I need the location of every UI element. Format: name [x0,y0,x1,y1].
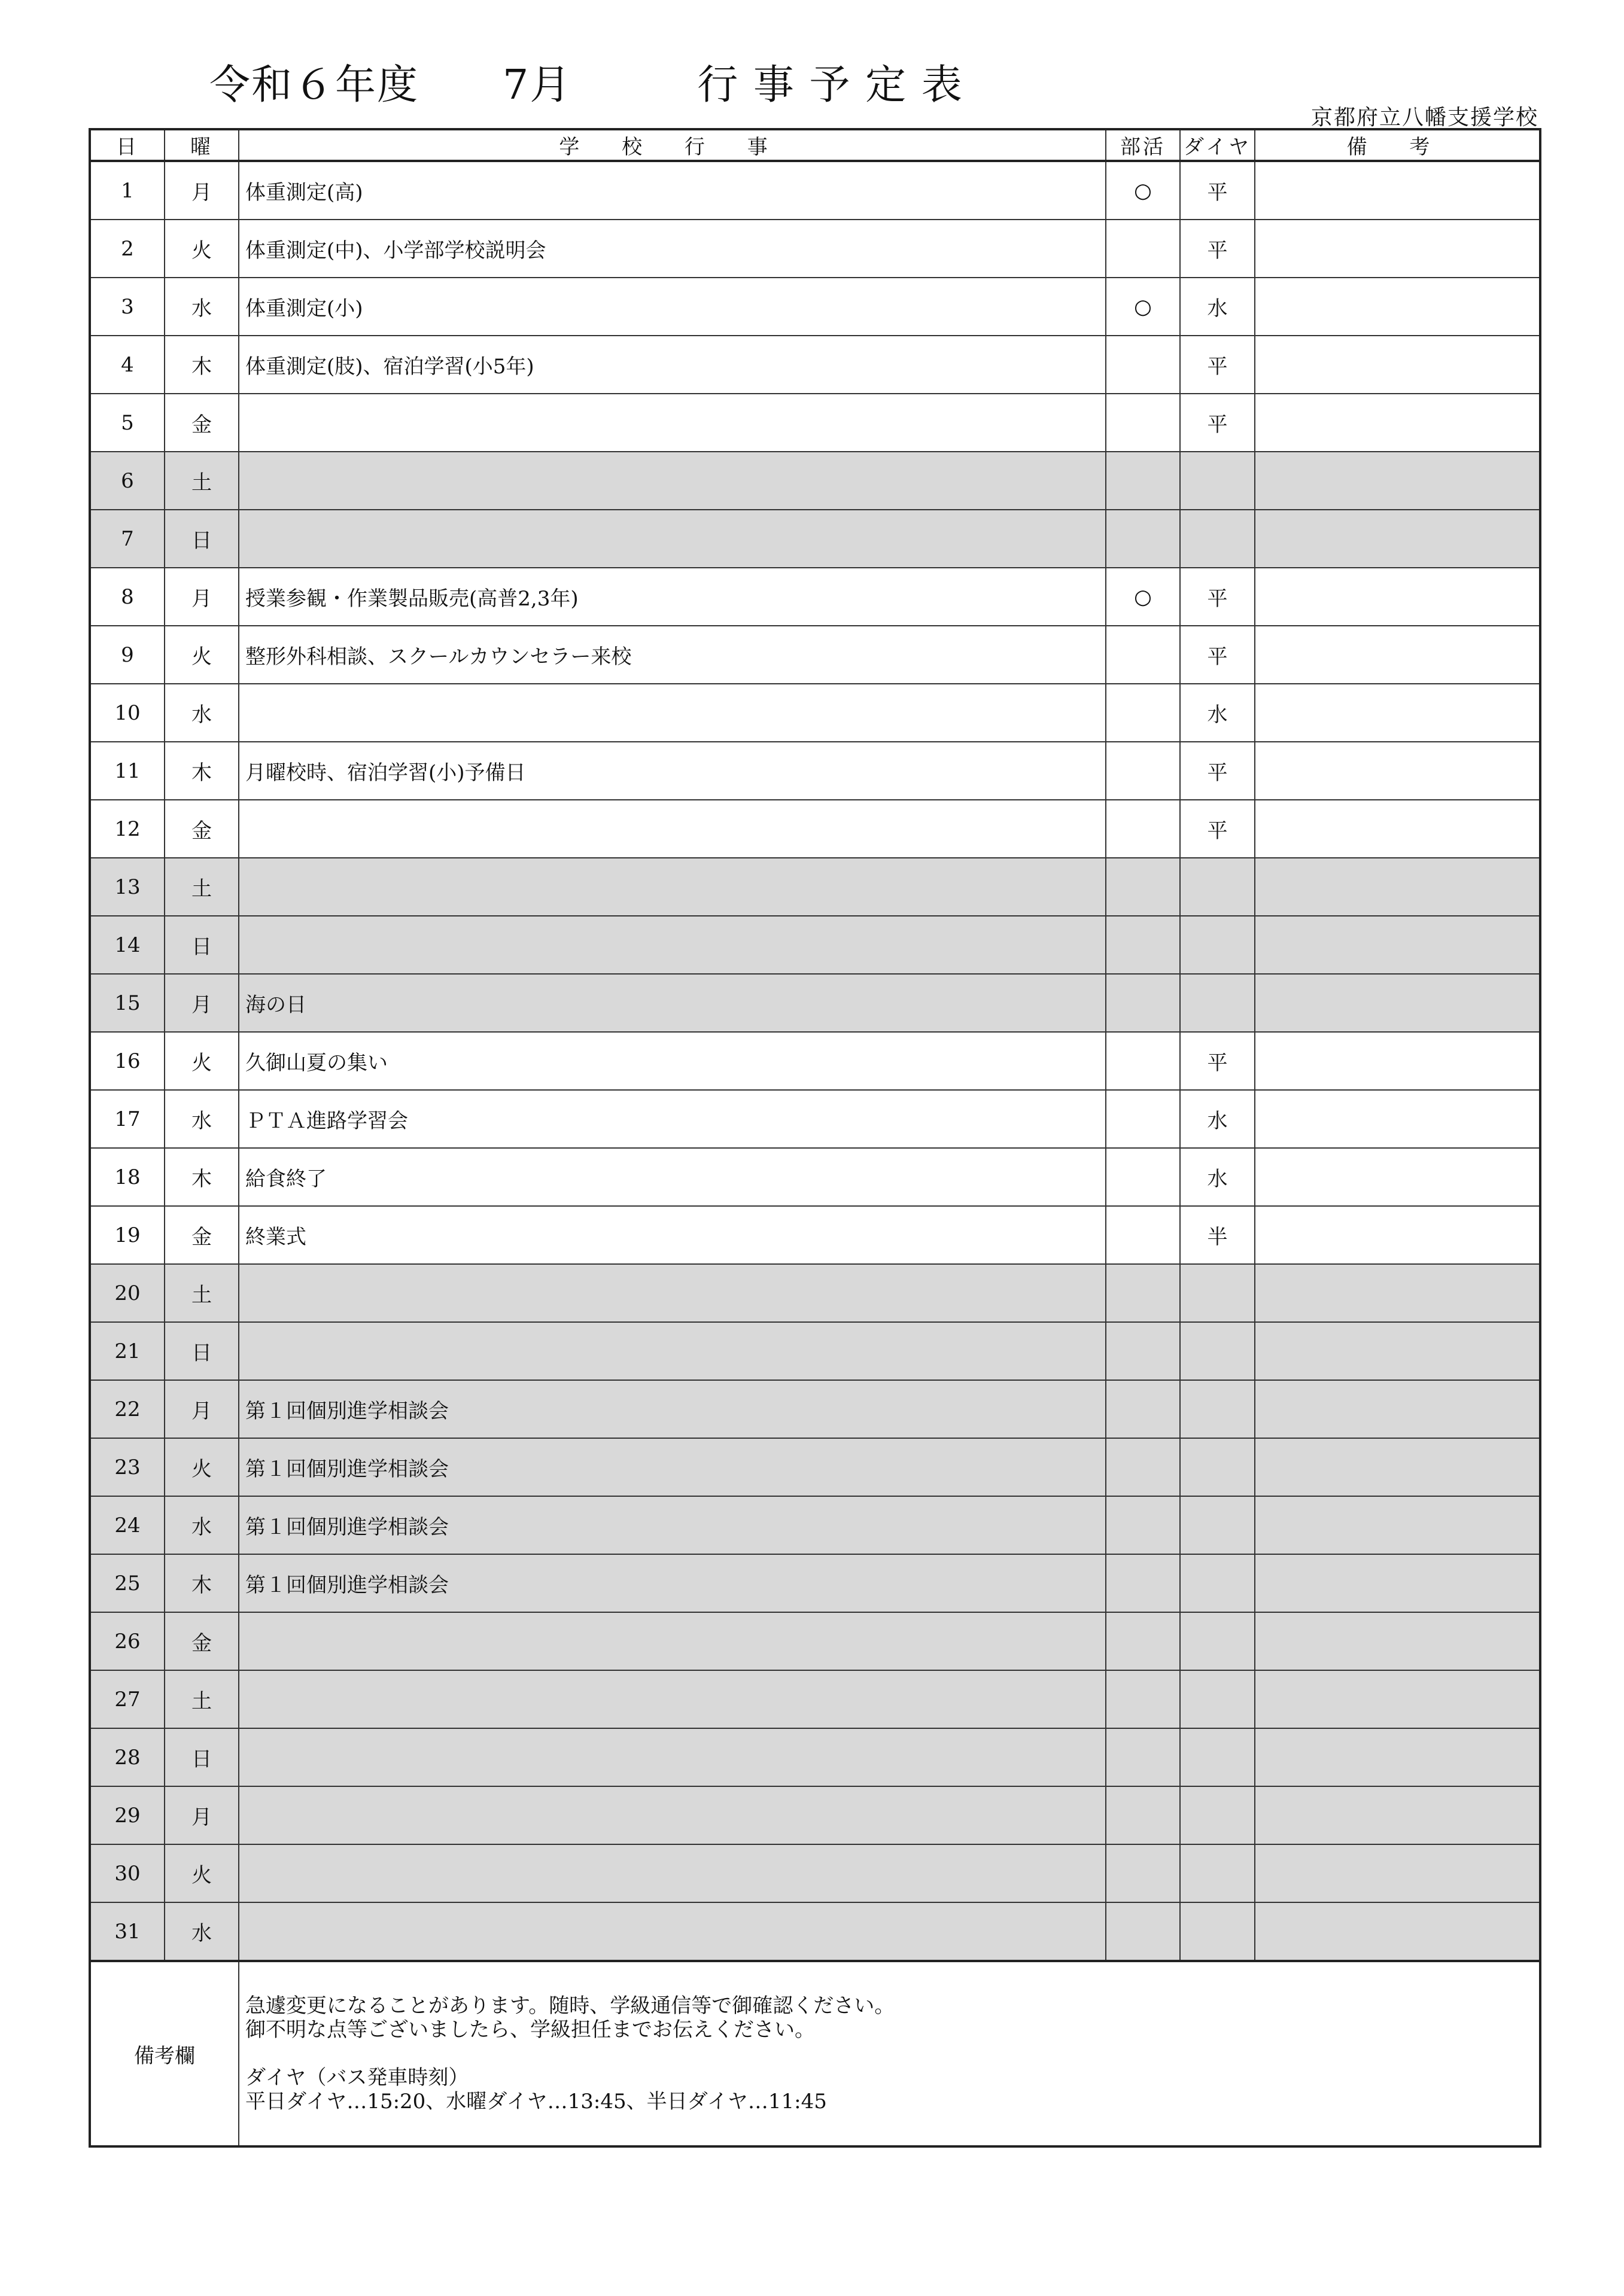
club-cell: ○ [1106,278,1180,336]
header-day: 日 [90,129,165,161]
weekday-cell: 火 [165,626,239,684]
event-cell: 月曜校時、宿泊学習(小)予備日 [239,742,1106,800]
dia-cell [1180,1554,1255,1612]
dia-cell: 平 [1180,220,1255,278]
schedule-table [89,128,1541,2148]
weekday-cell: 土 [165,1264,239,1322]
day-cell: 7 [90,510,165,568]
club-cell: ○ [1106,568,1180,626]
note-cell [1255,974,1540,1032]
footer-note-line: 御不明な点等ございましたら、学級担任までお伝えください。 [245,2018,815,2042]
dia-cell [1180,1728,1255,1786]
dia-cell [1180,1844,1255,1902]
footer-note-line: ダイヤ（バス発車時刻） [245,2066,469,2090]
event-cell [239,452,1106,510]
footer-notes [239,1961,1540,2146]
note-cell [1255,336,1540,394]
table-row [90,1090,1540,1148]
club-cell [1106,1438,1180,1496]
dia-cell: 平 [1180,626,1255,684]
header-dow: 曜 [165,129,239,161]
weekday-cell: 日 [165,1322,239,1380]
day-cell: 27 [90,1670,165,1728]
day-cell: 2 [90,220,165,278]
page-title: 令和６年度 7月 行 事 予 定 表 [209,62,963,109]
note-cell [1255,1032,1540,1090]
event-cell: 体重測定(高) [239,161,1106,220]
event-cell: 終業式 [239,1206,1106,1264]
table-row [90,742,1540,800]
note-cell [1255,626,1540,684]
event-cell [239,1264,1106,1322]
note-cell [1255,1612,1540,1670]
note-cell [1255,1786,1540,1844]
weekday-cell: 水 [165,278,239,336]
club-cell [1106,1670,1180,1728]
club-cell [1106,1612,1180,1670]
weekday-cell: 土 [165,452,239,510]
club-cell [1106,452,1180,510]
weekday-cell: 火 [165,220,239,278]
weekday-cell: 日 [165,916,239,974]
event-cell: 体重測定(中)、小学部学校説明会 [239,220,1106,278]
day-cell: 24 [90,1496,165,1554]
dia-cell [1180,1902,1255,1961]
table-row [90,1032,1540,1090]
table-row [90,1786,1540,1844]
weekday-cell: 月 [165,1786,239,1844]
day-cell: 12 [90,800,165,858]
dia-cell [1180,510,1255,568]
note-cell [1255,684,1540,742]
dia-cell [1180,1670,1255,1728]
table-row [90,1728,1540,1786]
note-cell [1255,220,1540,278]
day-cell: 11 [90,742,165,800]
header-event: 学 校 行 事 [239,129,1106,161]
table-row [90,1844,1540,1902]
club-cell: ○ [1106,161,1180,220]
event-cell [239,1786,1106,1844]
day-cell: 3 [90,278,165,336]
club-cell [1106,1148,1180,1206]
club-cell [1106,800,1180,858]
note-cell [1255,568,1540,626]
weekday-cell: 水 [165,684,239,742]
day-cell: 28 [90,1728,165,1786]
dia-cell [1180,916,1255,974]
dia-cell: 水 [1180,684,1255,742]
weekday-cell: 月 [165,974,239,1032]
note-cell [1255,858,1540,916]
note-cell [1255,1902,1540,1961]
dia-cell [1180,1496,1255,1554]
club-cell [1106,1902,1180,1961]
table-row [90,1264,1540,1322]
footer-note-line [245,2042,1539,2066]
club-cell [1106,742,1180,800]
day-cell: 31 [90,1902,165,1961]
dia-cell: 水 [1180,1148,1255,1206]
weekday-cell: 火 [165,1438,239,1496]
dia-cell: 平 [1180,742,1255,800]
club-cell [1106,684,1180,742]
weekday-cell: 木 [165,1148,239,1206]
note-cell [1255,1438,1540,1496]
club-cell [1106,1844,1180,1902]
day-cell: 8 [90,568,165,626]
table-row [90,1612,1540,1670]
note-cell [1255,510,1540,568]
club-cell [1106,1322,1180,1380]
club-cell [1106,1206,1180,1264]
weekday-cell: 金 [165,1612,239,1670]
table-row [90,974,1540,1032]
header-note: 備 考 [1255,129,1540,161]
dia-cell [1180,974,1255,1032]
event-cell: 第１回個別進学相談会 [239,1380,1106,1438]
event-cell: 第１回個別進学相談会 [239,1438,1106,1496]
club-cell [1106,1496,1180,1554]
dia-cell: 平 [1180,1032,1255,1090]
note-cell [1255,1728,1540,1786]
note-cell [1255,394,1540,452]
table-row [90,1670,1540,1728]
event-cell [239,510,1106,568]
header-row [90,129,1540,161]
note-cell [1255,278,1540,336]
table-row [90,336,1540,394]
note-cell [1255,1496,1540,1554]
weekday-cell: 土 [165,1670,239,1728]
dia-cell [1180,1380,1255,1438]
note-cell [1255,1264,1540,1322]
weekday-cell: 水 [165,1090,239,1148]
event-cell [239,394,1106,452]
weekday-cell: 日 [165,1728,239,1786]
event-cell: 第１回個別進学相談会 [239,1496,1106,1554]
weekday-cell: 水 [165,1496,239,1554]
table-row [90,510,1540,568]
table-row [90,1438,1540,1496]
day-cell: 18 [90,1148,165,1206]
table-row [90,1148,1540,1206]
day-cell: 26 [90,1612,165,1670]
footer-row [90,1961,1540,2146]
weekday-cell: 土 [165,858,239,916]
note-cell [1255,1322,1540,1380]
dia-cell [1180,1438,1255,1496]
event-cell: ＰＴＡ進路学習会 [239,1090,1106,1148]
weekday-cell: 水 [165,1902,239,1961]
dia-cell [1180,858,1255,916]
day-cell: 1 [90,161,165,220]
weekday-cell: 木 [165,1554,239,1612]
table-row [90,1496,1540,1554]
table-row [90,916,1540,974]
table-row [90,1902,1540,1961]
day-cell: 13 [90,858,165,916]
day-cell: 4 [90,336,165,394]
note-cell [1255,916,1540,974]
footer-note-line: 急遽変更になることがあります。随時、学級通信等で御確認ください。 [245,1994,895,2018]
weekday-cell: 火 [165,1032,239,1090]
table-row [90,1322,1540,1380]
header-club: 部活 [1106,129,1180,161]
footer-note-line: 平日ダイヤ…15:20、水曜ダイヤ…13:45、半日ダイヤ…11:45 [245,2090,827,2114]
weekday-cell: 金 [165,394,239,452]
school-name: 京都府立八幡支援学校 [1310,105,1538,130]
weekday-cell: 火 [165,1844,239,1902]
note-cell [1255,161,1540,220]
note-cell [1255,742,1540,800]
weekday-cell: 月 [165,568,239,626]
event-cell: 給食終了 [239,1148,1106,1206]
day-cell: 16 [90,1032,165,1090]
table-row [90,626,1540,684]
dia-cell [1180,1786,1255,1844]
day-cell: 6 [90,452,165,510]
club-cell [1106,1554,1180,1612]
table-row [90,800,1540,858]
day-cell: 21 [90,1322,165,1380]
club-cell [1106,394,1180,452]
note-cell [1255,800,1540,858]
day-cell: 30 [90,1844,165,1902]
dia-cell [1180,1322,1255,1380]
club-cell [1106,1786,1180,1844]
day-cell: 14 [90,916,165,974]
note-cell [1255,1206,1540,1264]
event-cell [239,1670,1106,1728]
dia-cell: 水 [1180,1090,1255,1148]
event-cell [239,1728,1106,1786]
table-row [90,452,1540,510]
club-cell [1106,336,1180,394]
day-cell: 29 [90,1786,165,1844]
club-cell [1106,510,1180,568]
day-cell: 5 [90,394,165,452]
event-cell [239,800,1106,858]
table-row [90,684,1540,742]
weekday-cell: 金 [165,800,239,858]
weekday-cell: 日 [165,510,239,568]
day-cell: 9 [90,626,165,684]
day-cell: 23 [90,1438,165,1496]
day-cell: 10 [90,684,165,742]
day-cell: 15 [90,974,165,1032]
table-row [90,1380,1540,1438]
club-cell [1106,916,1180,974]
dia-cell: 平 [1180,336,1255,394]
event-cell: 授業参観・作業製品販売(高普2,3年) [239,568,1106,626]
event-cell: 第１回個別進学相談会 [239,1554,1106,1612]
dia-cell [1180,452,1255,510]
event-cell: 海の日 [239,974,1106,1032]
event-cell [239,1844,1106,1902]
event-cell [239,1322,1106,1380]
club-cell [1106,858,1180,916]
table-row [90,220,1540,278]
day-cell: 25 [90,1554,165,1612]
club-cell [1106,1032,1180,1090]
event-cell: 体重測定(小) [239,278,1106,336]
table-row [90,1206,1540,1264]
table-row [90,161,1540,220]
weekday-cell: 月 [165,1380,239,1438]
club-cell [1106,1380,1180,1438]
note-cell [1255,1670,1540,1728]
event-cell [239,916,1106,974]
club-cell [1106,974,1180,1032]
club-cell [1106,1090,1180,1148]
note-cell [1255,1090,1540,1148]
day-cell: 17 [90,1090,165,1148]
club-cell [1106,220,1180,278]
event-cell [239,1612,1106,1670]
dia-cell: 水 [1180,278,1255,336]
table-row [90,568,1540,626]
event-cell [239,858,1106,916]
dia-cell: 平 [1180,568,1255,626]
note-cell [1255,1148,1540,1206]
note-cell [1255,1554,1540,1612]
day-cell: 20 [90,1264,165,1322]
dia-cell: 平 [1180,161,1255,220]
note-cell [1255,1380,1540,1438]
dia-cell: 平 [1180,800,1255,858]
dia-cell [1180,1264,1255,1322]
dia-cell [1180,1612,1255,1670]
schedule-body [90,161,1540,1961]
weekday-cell: 木 [165,742,239,800]
dia-cell: 平 [1180,394,1255,452]
day-cell: 22 [90,1380,165,1438]
event-cell: 久御山夏の集い [239,1032,1106,1090]
club-cell [1106,1264,1180,1322]
club-cell [1106,626,1180,684]
note-cell [1255,1844,1540,1902]
table-row [90,858,1540,916]
dia-cell: 半 [1180,1206,1255,1264]
weekday-cell: 金 [165,1206,239,1264]
event-cell: 整形外科相談、スクールカウンセラー来校 [239,626,1106,684]
weekday-cell: 木 [165,336,239,394]
club-cell [1106,1728,1180,1786]
event-cell [239,684,1106,742]
note-cell [1255,452,1540,510]
table-row [90,1554,1540,1612]
weekday-cell: 月 [165,161,239,220]
header-dia: ダイヤ [1180,129,1255,161]
table-row [90,278,1540,336]
day-cell: 19 [90,1206,165,1264]
footer-label: 備考欄 [90,1961,239,2146]
event-cell: 体重測定(肢)、宿泊学習(小5年) [239,336,1106,394]
table-row [90,394,1540,452]
event-cell [239,1902,1106,1961]
